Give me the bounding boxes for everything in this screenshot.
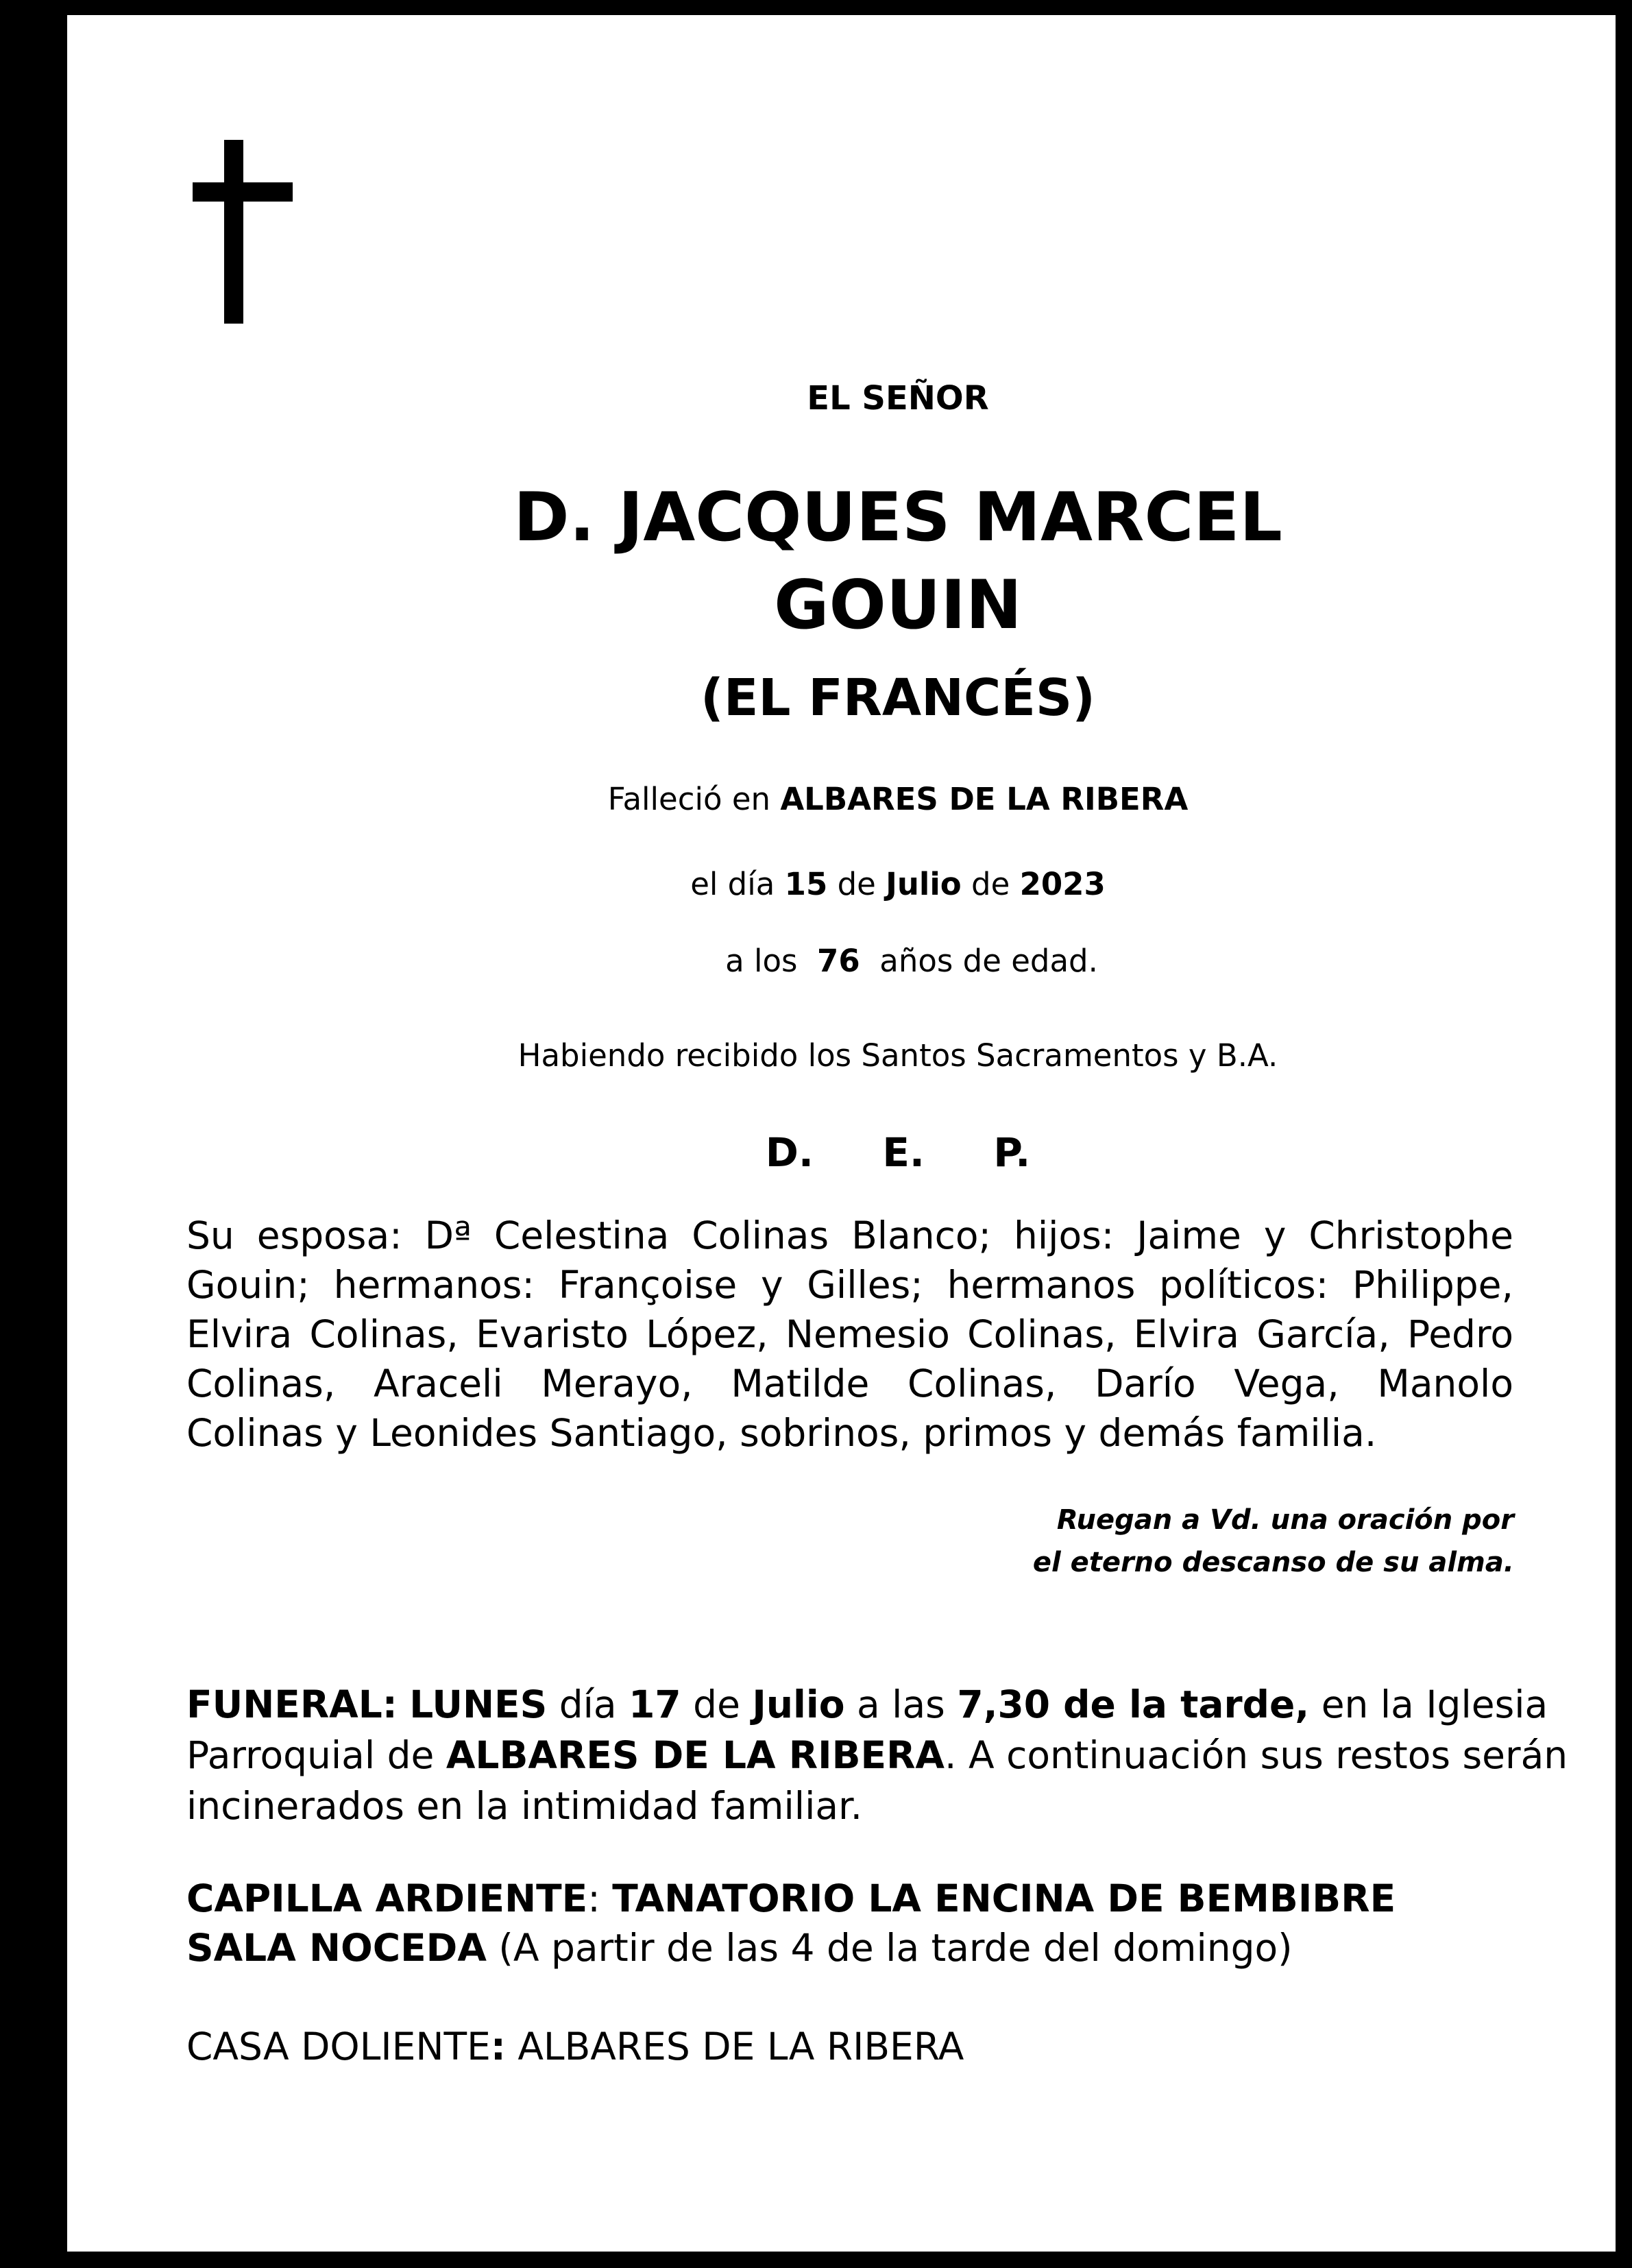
death-date-de2: de [971, 866, 1010, 902]
chapel-colon: : [587, 1877, 600, 1920]
chapel-room: SALA NOCEDA [186, 1926, 487, 1970]
death-place-prefix: Falleció en [607, 781, 771, 817]
chapel-place: TANATORIO LA ENCINA DE BEMBIBRE [612, 1877, 1396, 1920]
deceased-name-line2: GOUIN [774, 566, 1022, 644]
funeral-line-3: incinerados en la intimidad familiar. [186, 1784, 863, 1828]
family-line-1: Su esposa: Dª Celestina Colinas Blanco; hijos: Jaime y Christophe [186, 1214, 1513, 1257]
chapel-line-2 [186, 1923, 1293, 1973]
funeral-text-4: en la Iglesia [1321, 1682, 1548, 1726]
deceased-nickname: (EL FRANCÉS) [701, 668, 1095, 727]
dep-line [158, 1129, 1632, 1176]
death-date-line [158, 866, 1632, 902]
deceased-name-line1: D. JACQUES MARCEL [513, 479, 1282, 557]
death-year: 2023 [1019, 866, 1106, 902]
funeral-text-6: . A continuación sus restos serán [945, 1733, 1568, 1777]
title-el-senor: EL SEÑOR [807, 379, 989, 418]
death-place: ALBARES DE LA RIBERA [780, 781, 1189, 817]
prayer-line-2: el eterno descanso de su alma. [1032, 1547, 1514, 1578]
death-month: Julio [886, 866, 962, 902]
death-date-de1: de [837, 866, 876, 902]
funeral-text-1: día [559, 1682, 617, 1726]
funeral-label: FUNERAL: [186, 1682, 398, 1726]
funeral-time: 7,30 de la tarde, [957, 1682, 1310, 1726]
sacraments-line: Habiendo recibido los Santos Sacramentos y B.A. [517, 1037, 1278, 1074]
funeral-text-5: Parroquial de [186, 1733, 435, 1777]
house-colon: : [490, 2025, 506, 2068]
dep-d: D. [765, 1129, 814, 1176]
funeral-day: 17 [629, 1682, 681, 1726]
funeral-month: Julio [752, 1682, 845, 1726]
death-date-prefix: el día [690, 866, 775, 902]
dep-e: E. [882, 1129, 925, 1176]
house-label: CASA DOLIENTE [186, 2025, 491, 2068]
family-line-3: Elvira Colinas, Evaristo López, Nemesio Colinas, Elvira García, Pedro [186, 1312, 1513, 1356]
death-day: 15 [784, 866, 828, 902]
cross-horizontal-bar [193, 182, 293, 202]
family-line-5: Colinas y Leonides Santiago, sobrinos, primos y demás familia. [186, 1411, 1377, 1455]
cross-vertical-bar [224, 140, 243, 324]
age-line [158, 943, 1632, 979]
death-place-line [158, 781, 1632, 817]
age-value: 76 [817, 943, 860, 979]
family-line-2: Gouin; hermanos: Françoise y Gilles; hermanos políticos: Philippe, [186, 1263, 1513, 1307]
funeral-line-1 [186, 1680, 1548, 1729]
house-place: ALBARES DE LA RIBERA [517, 2025, 964, 2068]
age-prefix: a los [725, 943, 798, 979]
chapel-line-1 [186, 1874, 1396, 1923]
chapel-note: (A partir de las 4 de la tarde del domingo) [498, 1926, 1293, 1970]
age-suffix: años de edad. [879, 943, 1098, 979]
funeral-place: ALBARES DE LA RIBERA [446, 1733, 945, 1777]
dep-p: P. [993, 1129, 1031, 1176]
funeral-text-3: a las [857, 1682, 945, 1726]
house-line [186, 2022, 964, 2071]
funeral-line-2 [186, 1730, 1568, 1780]
prayer-line-1: Ruegan a Vd. una oración por [1056, 1504, 1514, 1536]
funeral-weekday: LUNES [409, 1682, 548, 1726]
funeral-text-2: de [693, 1682, 740, 1726]
chapel-label: CAPILLA ARDIENTE [186, 1877, 588, 1920]
family-line-4: Colinas, Araceli Merayo, Matilde Colinas, Darío Vega, Manolo [186, 1362, 1513, 1406]
